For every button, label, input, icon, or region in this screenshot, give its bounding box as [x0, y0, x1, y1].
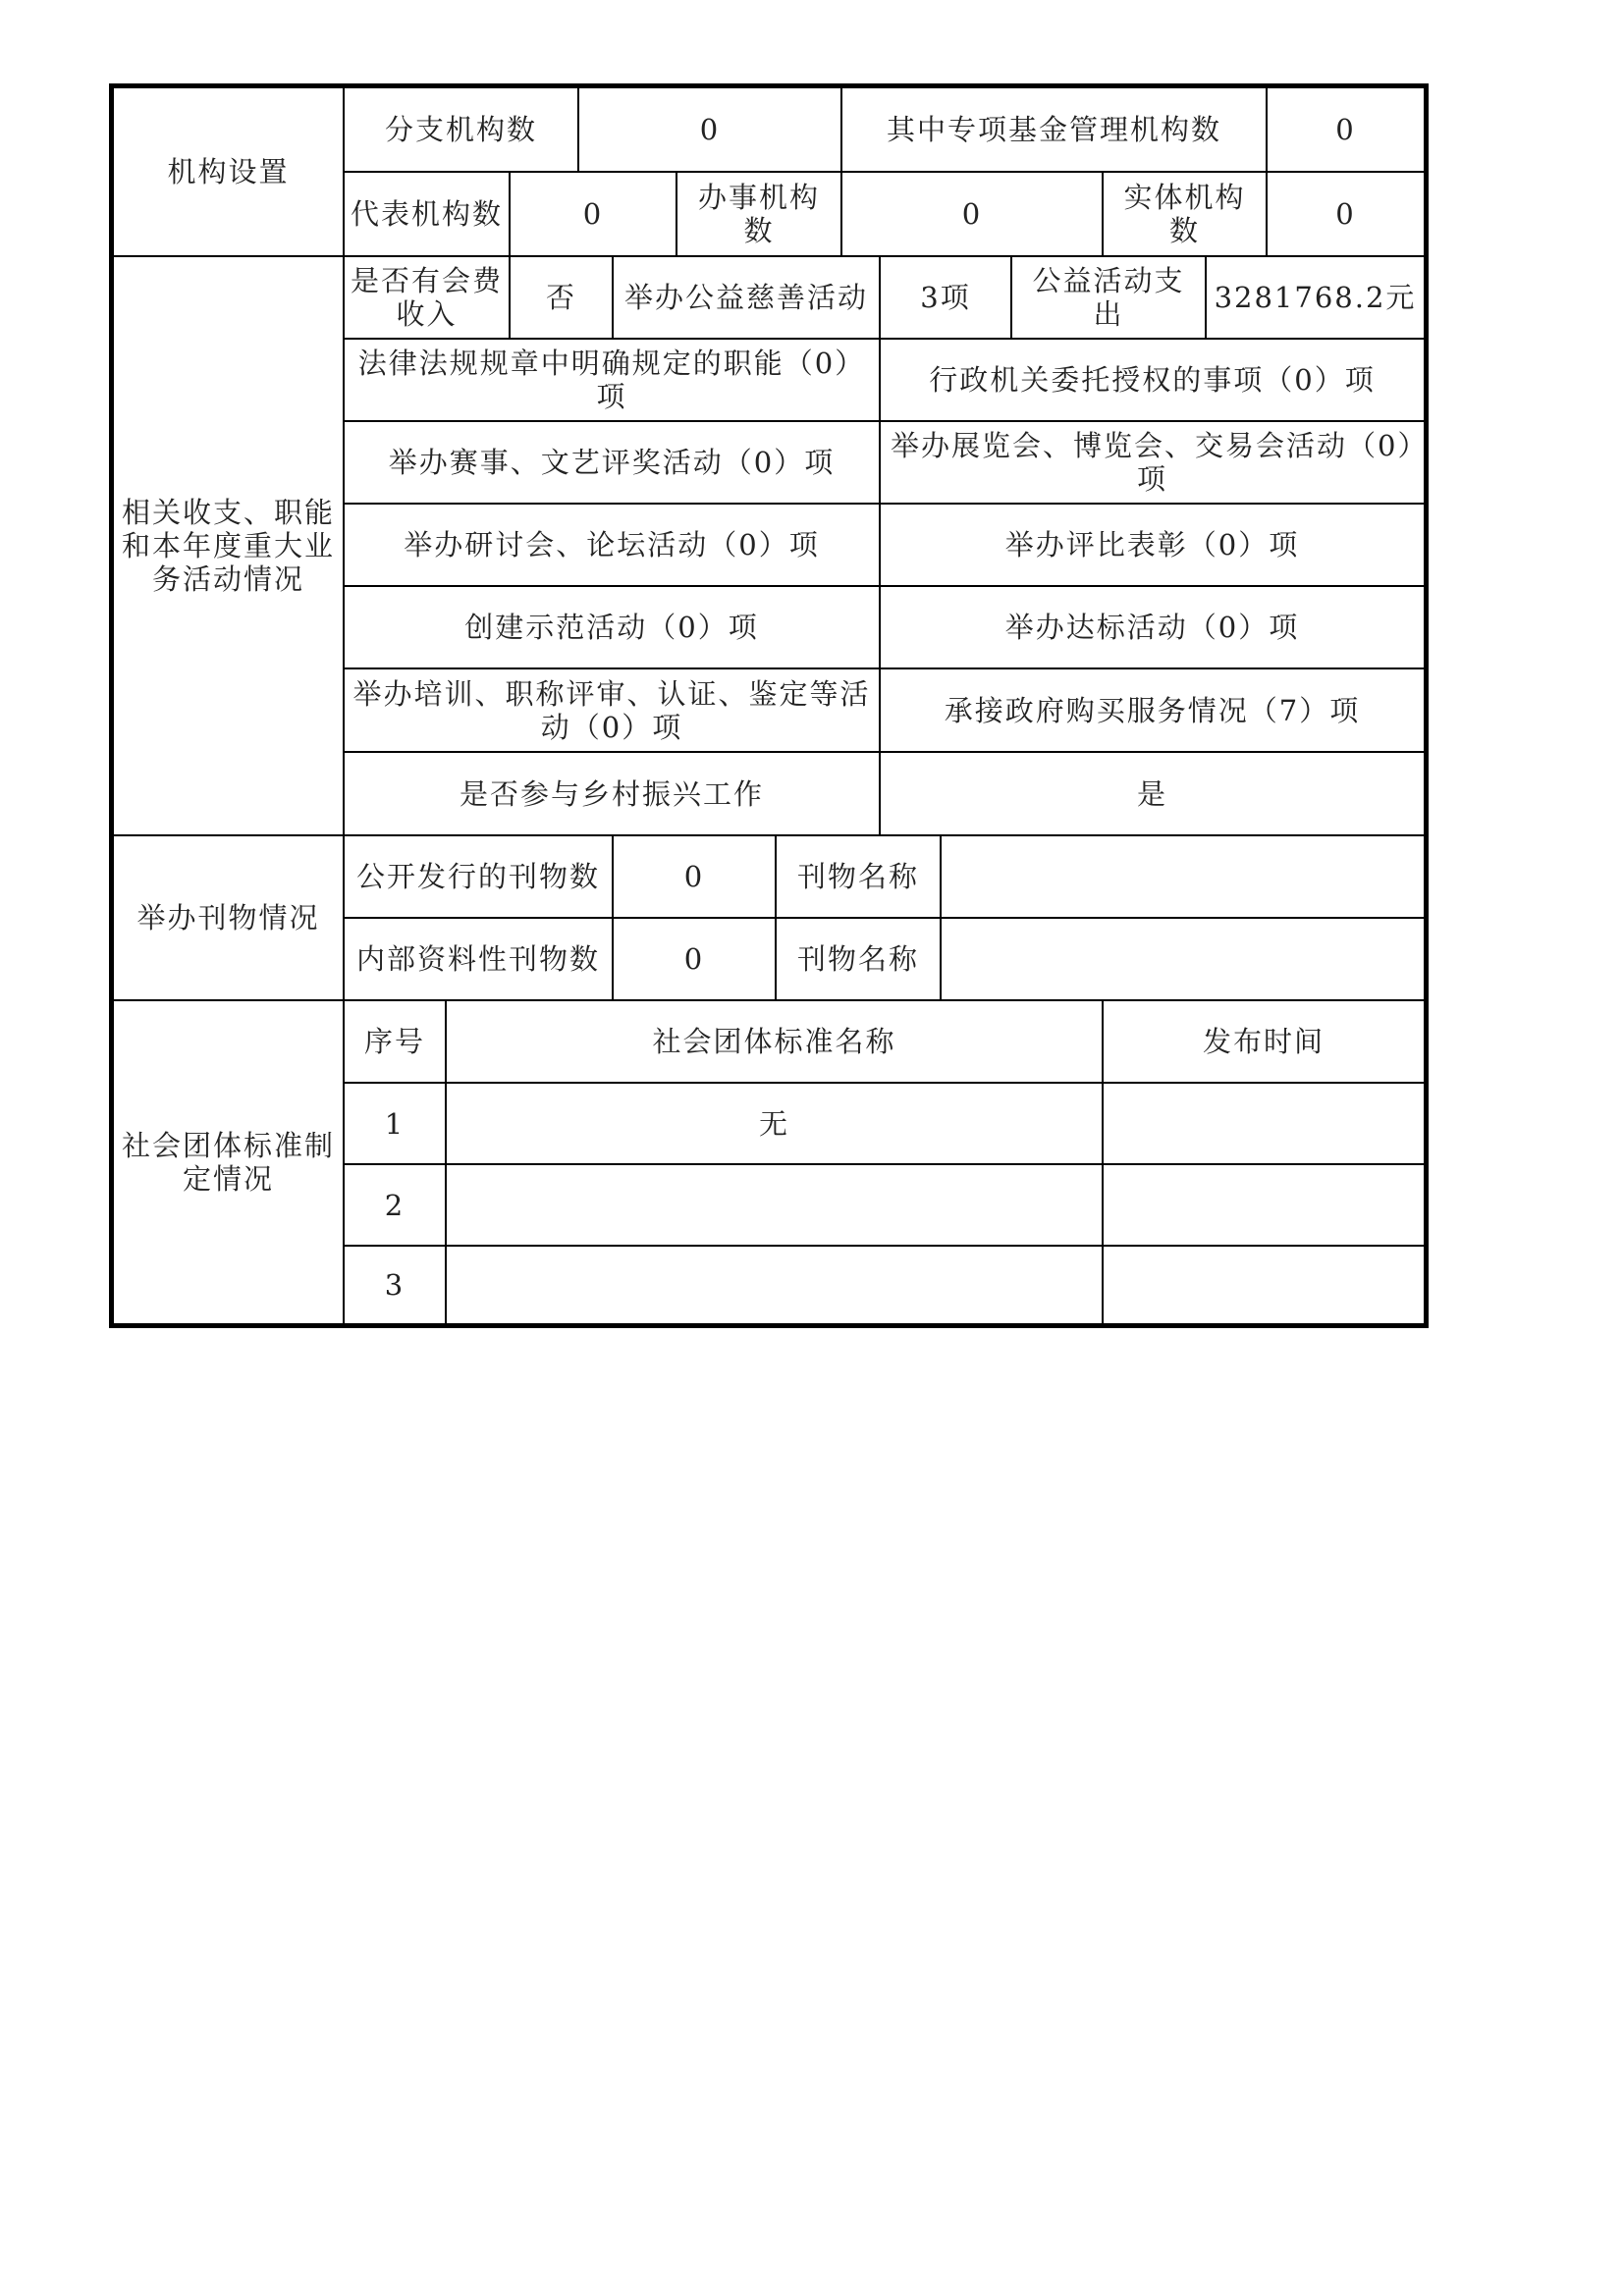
- report-table: [109, 83, 1429, 1328]
- expense-value: 3281768.2元: [1206, 256, 1425, 339]
- standard-row-3-no: 3: [344, 1246, 446, 1324]
- standard-row-2-name: [446, 1164, 1103, 1246]
- entity-label: 实体机构数: [1103, 172, 1267, 256]
- branch-label: 分支机构数: [344, 87, 578, 172]
- gov-purchase: 承接政府购买服务情况（7）项: [880, 668, 1425, 752]
- standard-row-2-no: 2: [344, 1164, 446, 1246]
- gov-entrusted: 行政机关委托授权的事项（0）项: [880, 339, 1425, 421]
- rural-value: 是: [880, 752, 1425, 835]
- rep-value: 0: [510, 172, 676, 256]
- internal-pub-name-label: 刊物名称: [776, 918, 941, 1000]
- standard-row-1-no: 1: [344, 1083, 446, 1164]
- legal-duties: 法律法规规章中明确规定的职能（0）项: [344, 339, 880, 421]
- charity-label: 举办公益慈善活动: [613, 256, 880, 339]
- entity-value: 0: [1267, 172, 1425, 256]
- publications-label: 举办刊物情况: [113, 835, 344, 1000]
- public-pub-value: 0: [613, 835, 776, 918]
- standard-row-1-name: 无: [446, 1083, 1103, 1164]
- internal-pub-label: 内部资料性刊物数: [344, 918, 613, 1000]
- standard-row-1-date: [1103, 1083, 1425, 1164]
- public-pub-name-label: 刊物名称: [776, 835, 941, 918]
- competitions: 举办赛事、文艺评奖活动（0）项: [344, 421, 880, 504]
- org-setup-label: 机构设置: [113, 87, 344, 256]
- branch-value: 0: [578, 87, 841, 172]
- awards: 举办评比表彰（0）项: [880, 504, 1425, 586]
- special-fund-value: 0: [1267, 87, 1425, 172]
- office-label: 办事机构数: [676, 172, 841, 256]
- fee-value: 否: [510, 256, 613, 339]
- training: 举办培训、职称评审、认证、鉴定等活动（0）项: [344, 668, 880, 752]
- col-name-header: 社会团体标准名称: [446, 1000, 1103, 1083]
- rep-label: 代表机构数: [344, 172, 510, 256]
- col-date-header: 发布时间: [1103, 1000, 1425, 1083]
- public-pub-label: 公开发行的刊物数: [344, 835, 613, 918]
- office-value: 0: [841, 172, 1103, 256]
- expense-label: 公益活动支出: [1011, 256, 1206, 339]
- seminars: 举办研讨会、论坛活动（0）项: [344, 504, 880, 586]
- standard-row-3-date: [1103, 1246, 1425, 1324]
- exhibitions: 举办展览会、博览会、交易会活动（0）项: [880, 421, 1425, 504]
- internal-pub-value: 0: [613, 918, 776, 1000]
- standard-row-2-date: [1103, 1164, 1425, 1246]
- demonstration: 创建示范活动（0）项: [344, 586, 880, 668]
- standard-row-3-name: [446, 1246, 1103, 1324]
- col-no-header: 序号: [344, 1000, 446, 1083]
- rural-label: 是否参与乡村振兴工作: [344, 752, 880, 835]
- charity-value: 3项: [880, 256, 1011, 339]
- fee-label: 是否有会费收入: [344, 256, 510, 339]
- standards-label: 社会团体标准制定情况: [113, 1000, 344, 1324]
- public-pub-name-value: [941, 835, 1425, 918]
- compliance: 举办达标活动（0）项: [880, 586, 1425, 668]
- activities-label: 相关收支、职能和本年度重大业务活动情况: [113, 256, 344, 835]
- special-fund-label: 其中专项基金管理机构数: [841, 87, 1267, 172]
- internal-pub-name-value: [941, 918, 1425, 1000]
